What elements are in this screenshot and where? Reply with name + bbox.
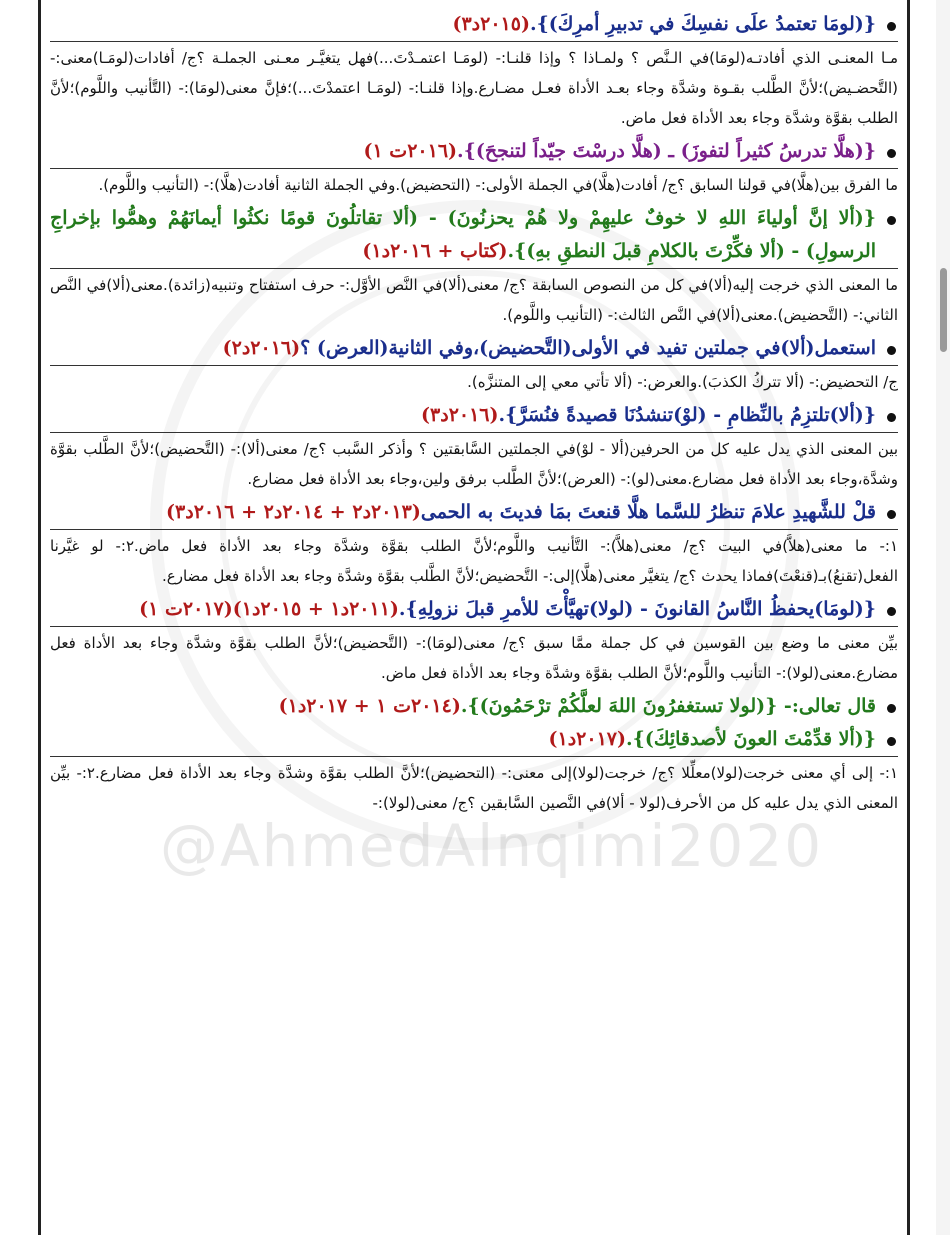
bullet-icon [887,346,896,355]
answer-paragraph: بيِّن معنى ما وضع بين القوسين في كل جملة ممَّا سبق ؟ج/ معنى(لومَا):- (التَّحضيض)؛لأنَّ الطلب بقوَّة وشدَّة وجاء بعد الأداة فعل مضارع.معنى(لولا):- التأنيب واللَّوم؛لأنَّ الطلب بقوَّة وشدَّة وجاء بعد الأداة فعل ماض. [50,626,898,688]
section-8 [50,690,898,723]
section-7 [50,593,898,688]
answer-paragraph: مـا المعنـى الذي أفادتـه(لومَا)في الـنَّص ؟ ولمـاذا ؟ وإذا قلنـا:- (لومَـا اعتمـدْتَ...)فهل يتغيَّـر معـنى الجملـة ؟ج/ أفادات(لومَـا)معنى:- (التَّحضـيض)؛لأنَّ الطَّلب بقـوة وشدَّة وجاء بعـد الأداة فعـل مضـارع.وإذا قلنـا:- (لومَـا اعتمدْتَ...)؛فإنَّ معنى(لومَا):- (التَّأنيب واللَّوم)؛لأنَّ الطلب بقوَّة وشدَّة وجاء بعد الأداة فعل ماض. [50,41,898,133]
section-heading [50,496,898,529]
exam-reference: (٢٠١٦د٢) [222,337,301,359]
answer-paragraph: ما الفرق بين(هلَّا)في قولنا السابق ؟ج/ أفادت(هلَّا)في الجملة الأولى:- (التحضيض).وفي الجملة الثانية أفادت(هلَّا):- (التأنيب واللَّوم). [50,168,898,200]
heading-text: {(هلَّا تدرسُ كثيراً لتفوزَ) ـ (هلَّا درسْتَ جيّداً لتنجحَ)}. [457,140,876,162]
answer-paragraph: ١:- ما معنى(هلاَّ)في البيت ؟ج/ معنى(هلاَّ):- التَّأنيب واللَّوم؛لأنَّ الطلب بقوَّة وشدَّة وجاء بعد الأداة فعل ماض.٢:- لو غيَّرنا الفعل(تقنعُ)بـ(قنعْتَ)فماذا يحدث ؟ج/ يتغيَّر معنى(هلَّا)إلى:- التَّحضيض؛لأنَّ الطَّلب بقوَّة وشدَّة وجاء بعد الأداة فعل مضارع. [50,529,898,591]
exam-reference: (٢٠١٦د٣) [421,404,499,426]
answer-paragraph: ما المعنى الذي خرجت إليه(ألا)في كل من النصوص السابقة ؟ج/ معنى(ألا)في النَّص الأوَّل:- حرف استفتاح وتنبيه(زائدة).معنى(ألا)في النَّص الثاني:- (التَّحضيض).معنى(ألا)في النَّص الثالث:- (التأنيب واللَّوم). [50,268,898,330]
section-2 [50,135,898,200]
heading-text: {(ألا قدِّمْتَ العونَ لأصدقائِكَ)}. [626,728,876,750]
bullet-icon [887,704,896,713]
answer-paragraph: بين المعنى الذي يدل عليه كل من الحرفين(ألا - لوْ)في الجملتين السَّابقتين ؟ وأذكر السَّبب ؟ج/ معنى(ألا):- (التَّحضيض)؛لأنَّ الطَّلب بقوَّة وشدَّة،وجاء بعد الأداة فعل مضارع.معنى(لو):- (العرض)؛لأنَّ الطَّلب برفق ولين،وجاء بعد الأداة فعل مضارع. [50,432,898,494]
section-heading [50,135,898,168]
heading-text: قال تعالى:- {(لولا تستغفرُونَ اللهَ لعلَّكُمْ ترْحَمُونَ)}. [460,695,876,717]
section-9 [50,723,898,818]
bullet-icon [887,216,896,225]
exam-reference: (كتاب + ٢٠١٦د١) [362,240,508,262]
document-content [50,8,898,820]
watermark-text: @AhmedAlnqimi2020 [160,812,824,880]
exam-reference: (٢٠١٣د٢ + ٢٠١٤د٢ + ٢٠١٦د٣) [166,501,421,523]
heading-text: {(ألا إنَّ أولياءَ اللهِ لا خوفٌ عليهِمْ ولا هُمْ يحزنُونَ) - (ألا تقاتلُونَ قومًا نكثُوا أيمانَهُمْ وهمُّوا بإخراجِ الرسولِ) - (ألا فكِّرْتَ بالكلامِ قبلَ النطقِ بهِ)}. [50,207,876,262]
heading-text: {(ألا)تلتزِمُ بالنِّظامِ - (لوْ)تنشدُنَا قصيدةً فنُسَرَّ}. [498,404,876,426]
bullet-icon [887,149,896,158]
exam-reference: (٢٠١٧د١) [548,728,626,750]
heading-text: {(لومَا)يحفظُ النَّاسُ القانونَ - (لولا)تهيَّأْتَ للأمرِ قبلَ نزولِهِ}. [398,598,876,620]
heading-text: استعمل(ألا)في جملتين تفيد في الأولى(التَّحضيض)،وفي الثانية(العرض) ؟ [300,337,876,359]
scrollbar[interactable] [936,0,950,1235]
section-1 [50,8,898,133]
answer-paragraph: ج/ التحضيض:- (ألا تتركُ الكذبَ).والعرض:- (ألا تأتي معي إلى المتنزَّه). [50,365,898,397]
section-heading [50,723,898,756]
heading-text: {(لومَا تعتمدُ علَى نفسِكَ في تدبيرِ أمرِكَ)}. [529,13,876,35]
answer-paragraph: ١:- إلى أي معنى خرجت(لولا)معلِّلا ؟ج/ خرجت(لولا)إلى معنى:- (التحضيض)؛لأنَّ الطلب بقوَّة وشدَّة وجاء بعد الأداة فعل مضارع.٢:- بيِّن المعنى الذي يدل عليه كل من الأحرف(لولا - ألا)في النَّصين السَّابقين ؟ج/ معنى(لولا):- [50,756,898,818]
scrollbar-thumb[interactable] [940,268,947,352]
bullet-icon [887,737,896,746]
bullet-icon [887,510,896,519]
section-heading [50,593,898,626]
section-3 [50,202,898,330]
exam-reference: (٢٠١٦ت ١) [363,140,458,162]
section-heading [50,399,898,432]
section-heading [50,332,898,365]
exam-reference: (٢٠١٤ت ١ + ٢٠١٧د١) [278,695,461,717]
section-6 [50,496,898,591]
exam-reference: (٢٠١١د١ + ٢٠١٥د١)(٢٠١٧ت ١) [139,598,399,620]
section-4 [50,332,898,397]
exam-reference: (٢٠١٥د٣) [452,13,530,35]
section-5 [50,399,898,494]
heading-text: قلْ للشَّهيدِ علامَ تنظرُ للسَّما هلَّا قنعتَ بمَا فديتَ به الحمى [420,501,876,523]
bullet-icon [887,607,896,616]
bullet-icon [887,413,896,422]
section-heading [50,202,898,268]
section-heading [50,8,898,41]
section-heading [50,690,898,723]
bullet-icon [887,22,896,31]
